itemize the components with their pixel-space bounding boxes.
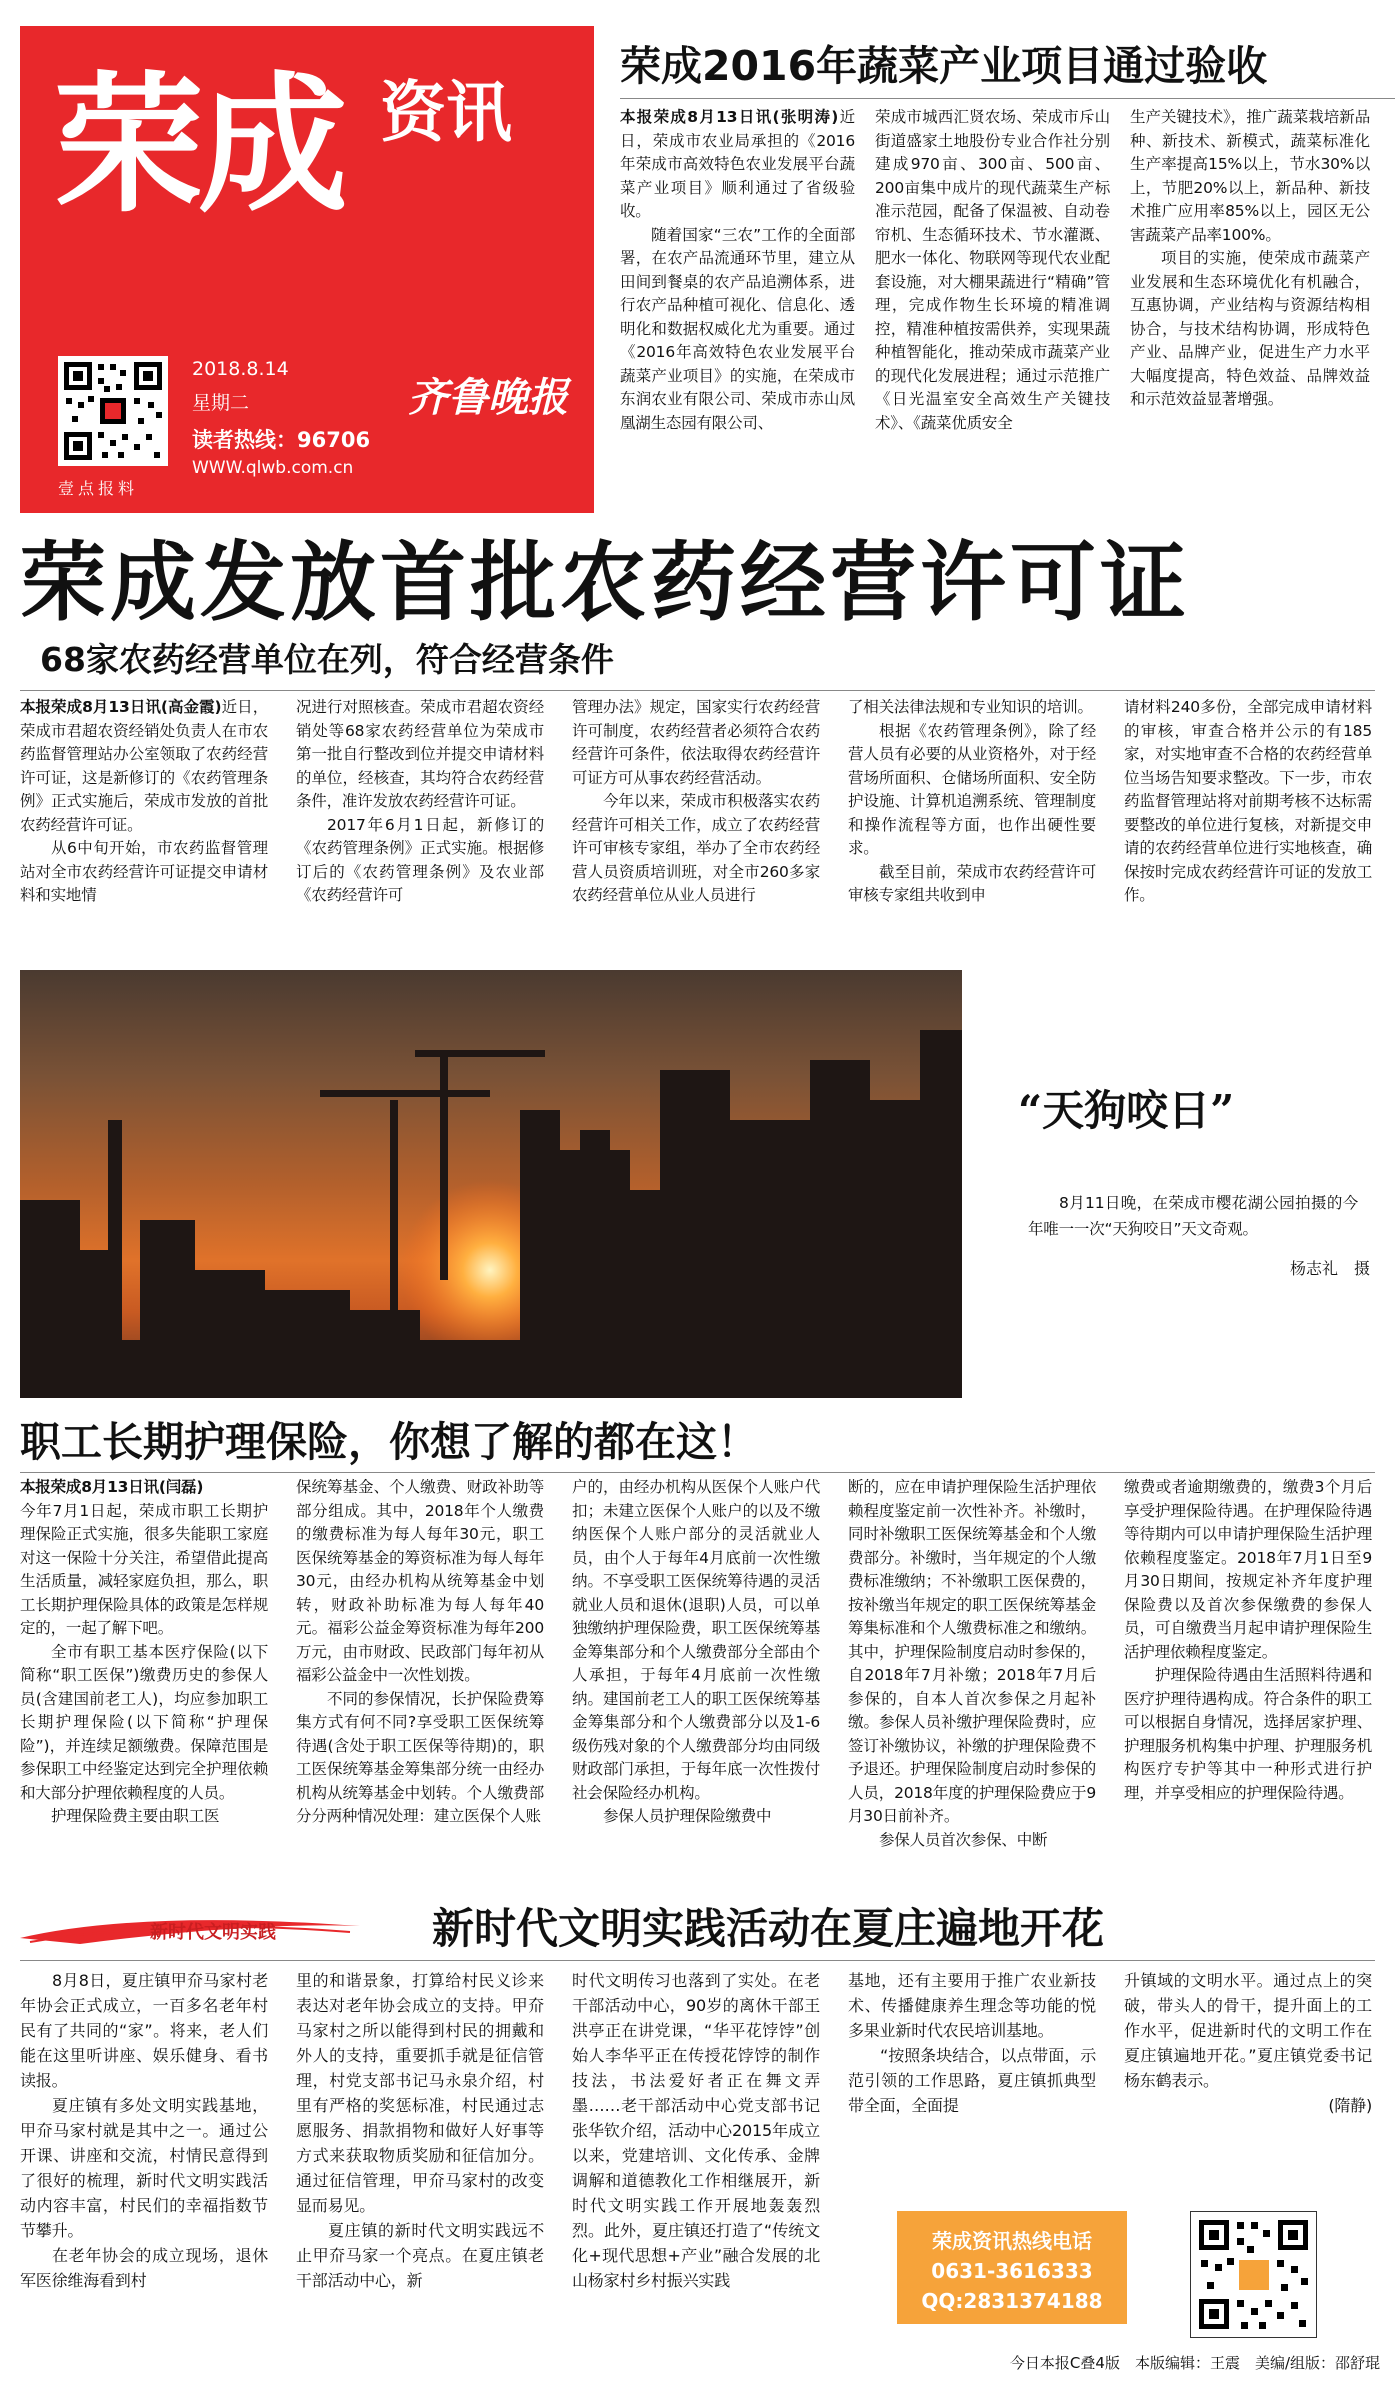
eclipse-photo xyxy=(20,970,962,1398)
article3-col2: 保统筹基金、个人缴费、财政补助等部分组成。其中，2018年个人缴费的缴费标准为每人每年30元，职工医保统筹基金的筹资标准为每人每年30元，由经办机构从统筹基金中划转，财政补助标准为每人每年40元。福彩公益金筹资标准为每年200万元，由市财政、民政部门每年初从福彩公益金中一次性划拨。 不同的参保情况，长护保险费筹集方式有何不同?享受职工医保统筹待遇(含处于职工医保等待期)的，职工医保统筹基金筹集部分统一由经办机构从统筹基金中划转。个人缴费部分分两种情况处理：建立医保个人账 xyxy=(296,1478,544,1825)
photo-title: “天狗咬日” xyxy=(1018,1086,1235,1135)
article4-headline: 新时代文明实践活动在夏庄遍地开花 xyxy=(432,1904,1105,1953)
article2-col4: 了相关法律法规和专业知识的培训。 根据《农药管理条例》，除了经营人员有必要的从业资格外，对于经营场所面积、仓储场所面积、安全防护设施、计算机追溯系统、管理制度和操作流程等方面，也作出硬性要求。 截至目前，荣成市农药经营许可审核专家组共收到申 xyxy=(848,698,1096,904)
article1-col1: 本报荣成8月13日讯(张明涛)近日，荣成市农业局承担的《2016年荣成市高效特色农业发展平台蔬菜产业项目》顺利通过了省级验收。 随着国家“三农”工作的全面部署，在农产品流通环节里，建立从田间到餐桌的农产品追溯体系，进行农产品种植可视化、信息化、透明化和数据权威化尤为重要。通过《2016年高效特色农业发展平台蔬菜产业项目》的实施，在荣成市东润农业有限公司、荣成市赤山凤凰湖生态园有限公司、 xyxy=(620,108,855,432)
article4-col4: 基地，还有主要用于推广农业新技术、传播健康养生理念等功能的悦多果业新时代农民培训基地。 “按照条块结合，以点带面，示范引领的工作思路，夏庄镇抓典型带全面，全面提 xyxy=(848,1971,1096,2115)
photo-caption: 8月11日晚，在荣成市樱花湖公园拍摄的今年唯一一次“天狗咬日”天文奇观。 xyxy=(1028,1194,1358,1238)
hotline-phone: 0631-3616333 xyxy=(931,2259,1093,2283)
masthead-logo-sub: 资讯 xyxy=(380,74,512,151)
article3-col4: 断的，应在申请护理保险生活护理依赖程度鉴定前一次性补齐。补缴时，同时补缴职工医保统筹基金和个人缴费部分。补缴时，当年规定的个人缴费标准缴纳；不补缴职工医保费的，按补缴当年规定的职工医保统筹基金筹集标准和个人缴费标准之和缴纳。其中，护理保险制度启动时参保的，自2018年7月补缴；2018年7月后参保的，自本人首次参保之月起补缴。参保人员补缴护理保险费时，应签订补缴协议，补缴的护理保险费不予退还。护理保险制度启动时参保的人员，2018年度的护理保险费应于9月30日前补齐。 参保人员首次参保、中断 xyxy=(848,1478,1096,1849)
masthead xyxy=(20,26,594,513)
masthead-logo: 荣成 xyxy=(54,59,343,233)
photo-credit: 杨志礼 摄 xyxy=(1289,1259,1370,1278)
article2-col5: 请材料240多份，全部完成申请材料的审核，审查合格并公示的有185家，对实地审查不合格的农药经营单位当场告知要求整改。下一步，市农药监督管理站将对前期考核不达标需要整改的单位进行复核，对新提交申请的农药经营单位进行实地核查，确保按时完成农药经营许可证的发放工作。 xyxy=(1124,698,1372,904)
article4-col3: 时代文明传习也落到了实处。在老干部活动中心，90岁的离休干部王洪亭正在讲党课，“华平花饽饽”创始人李华平正在传授花饽饽的制作技法，书法爱好者正在舞文弄墨……老干部活动中心党支部书记张华钦介绍，活动中心2015年成立以来，党建培训、文化传承、金牌调解和道德教化工作相继展开，新时代文明实践工作开展地轰轰烈烈。此外，夏庄镇还打造了“传统文化+现代思想+产业”融合发展的北山杨家村乡村振兴实践 xyxy=(572,1971,820,2290)
website: WWW.qlwb.com.cn xyxy=(192,458,354,478)
qr-code-icon xyxy=(58,356,168,466)
article3-byline: 本报荣成8月13日讯(闫磊) xyxy=(20,1478,204,1496)
page-footer: 今日本报C叠4版 本版编辑：王震 美编/组版：邵舒琨 xyxy=(1009,2354,1380,2372)
qr-code-icon xyxy=(1190,2211,1317,2338)
article4-col5: 升镇域的文明水平。通过点上的突破，带头人的骨干，提升面上的工作水平，促进新时代的文明工作在夏庄镇遍地开花。”夏庄镇党委书记杨东鹤表示。 (隋静) xyxy=(1124,1968,1372,2118)
section-tag-banner xyxy=(20,1912,420,1948)
hotline-box xyxy=(897,2211,1127,2324)
report-label: 壹点报料 xyxy=(58,479,139,498)
article3-col3: 户的，由经办机构从医保个人账户代扣；未建立医保个人账户的以及不缴纳医保个人账户部分的灵活就业人员，由个人于每年4月底前一次性缴纳。不享受职工医保统筹待遇的灵活就业人员和退休(退职)人员，可以单独缴纳护理保险费，职工医保统筹基金筹集部分和个人缴费部分全部由个人承担，于每年4月底前一次性缴纳。建国前老工人的职工医保统筹基金筹集部分和个人缴费部分以及1-6级伤残对象的个人缴费部分均由同级财政部门承担，于每年底一次性拨付社会保险经办机构。 参保人员护理保险缴费中 xyxy=(572,1478,820,1825)
article2-col3: 管理办法》规定，国家实行农药经营许可制度，农药经营者必须符合农药经营许可条件，依法取得农药经营许可证方可从事农药经营活动。 今年以来，荣成市积极落实农药经营许可相关工作，成立了农药经营许可审核专家组，举办了全市农药经营人员资质培训班，对全市260多家农药经营单位从业人员进行 xyxy=(572,698,820,904)
hotline-qq: QQ:2831374188 xyxy=(921,2289,1103,2313)
article1-col3: 生产关键技术》，推广蔬菜栽培新品种、新技术、新模式，蔬菜标准化生产率提高15%以上，节水30%以上，节肥20%以上，新品种、新技术推广应用率85%以上，园区无公害蔬菜产品率100%。 项目的实施，使荣成市蔬菜产业发展和生态环境优化有机融合，互惠协调，产业结构与资源结构相协合，与技术结构协调，形成特色产业、品牌产业，促进生产力水平大幅度提高，特色效益、品牌效益和示范效益显著增强。 xyxy=(1130,108,1370,408)
article2-byline: 本报荣成8月13日讯(高金霞) xyxy=(20,698,222,716)
article3-col1: 本报荣成8月13日讯(闫磊) 今年7月1日起，荣成市职工长期护理保险正式实施，很多失能职工家庭对这一保险十分关注，希望借此提高生活质量，减轻家庭负担，那么，职工长期护理保险具体的政策是怎样规定的，一起了解下吧。 全市有职工基本医疗保险(以下简称“职工医保”)缴费历史的参保人员(含建国前老工人)，均应参加职工长期护理保险(以下简称“护理保险”)，并连续足额缴费。保障范围是参保职工中经鉴定达到完全护理依赖和大部分护理依赖程度的人员。 护理保险费主要由职工医 xyxy=(20,1478,268,1825)
reader-hotline: 读者热线：96706 xyxy=(192,428,371,452)
section-tag: 新时代文明实践 xyxy=(150,1922,276,1943)
article2-col2: 况进行对照核查。荣成市君超农资经销处等68家农药经营单位为荣成市第一批自行整改到位并提交申请材料的单位，经核查，其均符合农药经营条件，准许发放农药经营许可证。 2017年6月1日起，新修订的《农药管理条例》正式实施。根据修订后的《农药管理条例》及农业部《农药经营许可 xyxy=(296,698,544,904)
article1-col2: 荣成市城西汇贤农场、荣成市斥山街道盛家土地股份专业合作社分别建成970亩、300亩、500亩、200亩集中成片的现代蔬菜生产标准示范园，配备了保温被、自动卷帘机、生态循环技术、节水灌溉、肥水一体化、物联网等现代农业配套设施，对大棚果蔬进行“精确”管理，完成作物生长环境的精准调控，精准种植按需供养，实现果蔬种植智能化，推动荣成市蔬菜产业的现代化发展进程；通过示范推广《日光温室安全高效生产关键技术》、《蔬菜优质安全 xyxy=(875,108,1110,432)
article3-col5: 缴费或者逾期缴费的，缴费3个月后享受护理保险待遇。在护理保险待遇等待期内可以申请护理保险生活护理依赖程度鉴定。2018年7月1日至9月30日期间，按规定补齐年度护理保险费以及首次参保缴费的参保人员，可自缴费当月起申请护理保险生活护理依赖程度鉴定。 护理保险待遇由生活照料待遇和医疗护理待遇构成。符合条件的职工可以根据自身情况，选择居家护理、护理服务机构集中护理、护理服务机构医疗专护等其中一种形式进行护理，并享受相应的护理保险待遇。 xyxy=(1124,1478,1372,1802)
hotline-title: 荣成资讯热线电话 xyxy=(932,2229,1092,2253)
article4-author: (隋静) xyxy=(1328,2096,1372,2115)
article1-byline: 本报荣成8月13日讯(张明涛) xyxy=(620,108,839,126)
article4-col2: 里的和谐景象，打算给村民义诊来表达对老年协会成立的支持。甲夼马家村之所以能得到村民的拥戴和外人的支持，重要抓手就是征信管理，村党支部书记马永泉介绍，村里有严格的奖惩标准，村民通过志愿服务、捐款捐物和做好人好事等方式来获取物质奖励和征信加分。通过征信管理，甲夼马家村的改变显而易见。 夏庄镇的新时代文明实践远不止甲夼马家一个亮点。在夏庄镇老干部活动中心，新 xyxy=(296,1971,544,2290)
issue-date: 2018.8.14 xyxy=(192,358,289,380)
paper-name: 齐鲁晚报 xyxy=(408,374,568,421)
article2-subhead: 68家农药经营单位在列，符合经营条件 xyxy=(40,640,614,679)
article1-headline: 荣成2016年蔬菜产业项目通过验收 xyxy=(620,42,1268,90)
issue-weekday: 星期二 xyxy=(192,392,250,414)
article2-col1: 本报荣成8月13日讯(高金霞)近日，荣成市君超农资经销处负责人在市农药监督管理站办公室领取了农药经营许可证，这是新修订的《农药管理条例》正式实施后，荣成市发放的首批农药经营许可证。 从6中旬开始，市农药监督管理站对全市农药经营许可证提交申请材料和实地情 xyxy=(20,698,268,904)
article3-headline: 职工长期护理保险，你想了解的都在这！ xyxy=(20,1418,758,1466)
article2-headline: 荣成发放首批农药经营许可证 xyxy=(20,533,1190,633)
article4-col1: 8月8日，夏庄镇甲夼马家村老年协会正式成立，一百多名老年村民有了共同的“家”。将来，老人们能在这里听讲座、娱乐健身、看书读报。 夏庄镇有多处文明实践基地，甲夼马家村就是其中之一。通过公开课、讲座和交流，村情民意得到了很好的梳理，新时代文明实践活动内容丰富，村民们的幸福指数节节攀升。 在老年协会的成立现场，退休军医徐维海看到村 xyxy=(20,1971,268,2290)
